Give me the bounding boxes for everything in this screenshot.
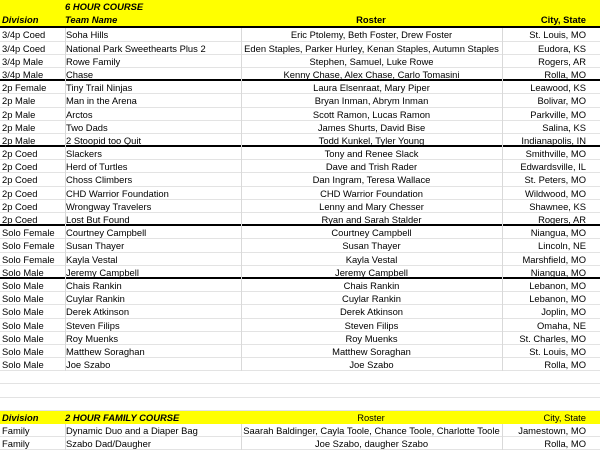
city-state-cell: Rolla, MO bbox=[502, 437, 586, 450]
division-cell: 2p Coed bbox=[2, 200, 38, 212]
roster-cell: Dave and Trish Rader bbox=[241, 160, 501, 173]
roster-cell: James Shurts, David Bise bbox=[241, 121, 501, 134]
division-cell: Solo Female bbox=[2, 227, 55, 239]
city-state-cell: Edwardsville, IL bbox=[502, 160, 586, 173]
blank-row bbox=[0, 384, 600, 397]
team-name-cell: Dynamic Duo and a Diaper Bag bbox=[65, 424, 240, 437]
team-name-cell: Slackers bbox=[65, 147, 240, 160]
division-cell: Family bbox=[2, 425, 30, 436]
division-cell: 2p Male bbox=[2, 95, 36, 107]
table-row bbox=[0, 279, 600, 292]
team-name-cell: Arctos bbox=[65, 108, 240, 121]
table-row bbox=[0, 305, 600, 318]
team-name-cell: Chase bbox=[65, 68, 240, 81]
table-row bbox=[0, 121, 600, 134]
roster-cell: Kenny Chase, Alex Chase, Carlo Tomasini bbox=[241, 68, 501, 81]
six-hour-header-row bbox=[0, 13, 600, 28]
table-row bbox=[0, 213, 600, 226]
city-state-cell: Shawnee, KS bbox=[502, 200, 586, 213]
roster-cell: Saarah Baldinger, Cayla Toole, Chance Toole, Charlotte Toole bbox=[241, 424, 501, 437]
roster-cell: Matthew Soraghan bbox=[241, 345, 501, 358]
header-division: Division bbox=[2, 14, 39, 26]
division-cell: Solo Male bbox=[2, 359, 44, 371]
team-name-cell: Szabo Dad/Daugher bbox=[65, 437, 240, 450]
roster-cell: Derek Atkinson bbox=[241, 305, 501, 318]
roster-cell: Lenny and Mary Chesser bbox=[241, 200, 501, 213]
team-name-cell: Herd of Turtles bbox=[65, 160, 240, 173]
team-name-cell: Lost But Found bbox=[65, 213, 240, 226]
division-cell: 3/4p Male bbox=[2, 55, 44, 67]
blank-row bbox=[0, 398, 600, 411]
city-state-cell: St. Louis, MO bbox=[502, 345, 586, 358]
city-state-cell: St. Charles, MO bbox=[502, 332, 586, 345]
city-state-cell: Lebanon, MO bbox=[502, 292, 586, 305]
city-state-cell: Lincoln, NE bbox=[502, 239, 586, 252]
team-name-cell: Chais Rankin bbox=[65, 279, 240, 292]
division-cell: 2p Male bbox=[2, 108, 36, 120]
division-cell: 2p Coed bbox=[2, 187, 38, 199]
table-row bbox=[0, 226, 600, 239]
division-cell: Solo Male bbox=[2, 306, 44, 318]
division-cell: 2p Coed bbox=[2, 148, 38, 160]
six-hour-title-row bbox=[0, 0, 600, 13]
team-name-cell: 2 Stoopid too Quit bbox=[65, 134, 240, 147]
roster-cell: CHD Warrior Foundation bbox=[241, 187, 501, 200]
header-city-state: City, State bbox=[543, 411, 586, 423]
division-cell: Solo Male bbox=[2, 319, 44, 331]
city-state-cell: Salina, KS bbox=[502, 121, 586, 134]
team-name-cell: Two Dads bbox=[65, 121, 240, 134]
header-roster: Roster bbox=[356, 14, 386, 26]
division-cell: Solo Male bbox=[2, 345, 44, 357]
roster-cell: Roy Muenks bbox=[241, 332, 501, 345]
team-name-cell: Jeremy Campbell bbox=[65, 266, 240, 279]
team-name-cell: Man in the Arena bbox=[65, 94, 240, 107]
team-name-cell: Susan Thayer bbox=[65, 239, 240, 252]
table-row bbox=[0, 81, 600, 94]
city-state-cell: Jamestown, MO bbox=[502, 424, 586, 437]
city-state-cell: Indianapolis, IN bbox=[502, 134, 586, 147]
table-row bbox=[0, 134, 600, 147]
city-state-cell: St. Louis, MO bbox=[502, 28, 586, 41]
roster-cell: Cuylar Rankin bbox=[241, 292, 501, 305]
table-row bbox=[0, 28, 600, 41]
roster-cell: Dan Ingram, Teresa Wallace bbox=[241, 173, 501, 186]
city-state-cell: Smithville, MO bbox=[502, 147, 586, 160]
division-cell: 3/4p Coed bbox=[2, 29, 46, 41]
team-name-cell: National Park Sweethearts Plus 2 bbox=[65, 42, 240, 55]
roster-cell: Susan Thayer bbox=[241, 239, 501, 252]
table-row bbox=[0, 345, 600, 358]
two-hour-title: 2 HOUR FAMILY COURSE bbox=[65, 411, 180, 423]
division-cell: 2p Male bbox=[2, 134, 36, 146]
header-city-state: City, State bbox=[540, 14, 586, 26]
city-state-cell: Rogers, AR bbox=[502, 213, 586, 226]
team-name-cell: Cuylar Rankin bbox=[65, 292, 240, 305]
city-state-cell: Omaha, NE bbox=[502, 319, 586, 332]
team-name-cell: Kayla Vestal bbox=[65, 253, 240, 266]
table-row bbox=[0, 358, 600, 371]
two-hour-table-body bbox=[0, 424, 600, 450]
division-cell: Solo Male bbox=[2, 293, 44, 305]
team-name-cell: Derek Atkinson bbox=[65, 305, 240, 318]
roster-cell: Bryan Inman, Abrym Inman bbox=[241, 94, 501, 107]
division-cell: Solo Female bbox=[2, 240, 55, 252]
roster-cell: Chais Rankin bbox=[241, 279, 501, 292]
roster-cell: Eric Ptolemy, Beth Foster, Drew Foster bbox=[241, 28, 501, 41]
city-state-cell: Leawood, KS bbox=[502, 81, 586, 94]
roster-cell: Todd Kunkel, Tyler Young bbox=[241, 134, 501, 147]
team-name-cell: Matthew Soraghan bbox=[65, 345, 240, 358]
six-hour-table-body bbox=[0, 28, 600, 371]
table-row bbox=[0, 108, 600, 121]
table-row bbox=[0, 332, 600, 345]
division-cell: 3/4p Male bbox=[2, 68, 44, 80]
blank-row bbox=[0, 371, 600, 384]
city-state-cell: Eudora, KS bbox=[502, 42, 586, 55]
city-state-cell: Marshfield, MO bbox=[502, 253, 586, 266]
roster-cell: Ryan and Sarah Stalder bbox=[241, 213, 501, 226]
six-hour-title: 6 HOUR COURSE bbox=[65, 1, 144, 12]
division-cell: 2p Coed bbox=[2, 161, 38, 173]
city-state-cell: Parkville, MO bbox=[502, 108, 586, 121]
table-row bbox=[0, 173, 600, 186]
team-name-cell: Choss Climbers bbox=[65, 173, 240, 186]
team-name-cell: Courtney Campbell bbox=[65, 226, 240, 239]
city-state-cell: Rolla, MO bbox=[502, 358, 586, 371]
city-state-cell: Bolivar, MO bbox=[502, 94, 586, 107]
city-state-cell: Niangua, MO bbox=[502, 266, 586, 279]
table-row bbox=[0, 424, 600, 437]
city-state-cell: Joplin, MO bbox=[502, 305, 586, 318]
header-roster: Roster bbox=[357, 411, 385, 423]
team-name-cell: Soha Hills bbox=[65, 28, 240, 41]
roster-cell: Jeremy Campbell bbox=[241, 266, 501, 279]
table-row bbox=[0, 266, 600, 279]
team-name-cell: Steven Filips bbox=[65, 319, 240, 332]
team-name-cell: Roy Muenks bbox=[65, 332, 240, 345]
table-row bbox=[0, 437, 600, 450]
roster-cell: Laura Elsenraat, Mary Piper bbox=[241, 81, 501, 94]
division-cell: Solo Male bbox=[2, 266, 44, 278]
roster-cell: Joe Szabo bbox=[241, 358, 501, 371]
city-state-cell: Niangua, MO bbox=[502, 226, 586, 239]
roster-cell: Eden Staples, Parker Hurley, Kenan Staples, Autumn Staples bbox=[241, 42, 501, 55]
roster-cell: Scott Ramon, Lucas Ramon bbox=[241, 108, 501, 121]
table-row bbox=[0, 253, 600, 266]
team-name-cell: Joe Szabo bbox=[65, 358, 240, 371]
division-cell: 2p Coed bbox=[2, 214, 38, 225]
header-division: Division bbox=[2, 411, 39, 423]
table-row bbox=[0, 42, 600, 55]
team-name-cell: CHD Warrior Foundation bbox=[65, 187, 240, 200]
two-hour-header-row bbox=[0, 411, 600, 424]
division-cell: 2p Coed bbox=[2, 174, 38, 186]
table-row bbox=[0, 94, 600, 107]
division-cell: 2p Male bbox=[2, 121, 36, 133]
roster-cell: Kayla Vestal bbox=[241, 253, 501, 266]
division-cell: Solo Female bbox=[2, 253, 55, 265]
table-row bbox=[0, 187, 600, 200]
table-row bbox=[0, 147, 600, 160]
team-name-cell: Rowe Family bbox=[65, 55, 240, 68]
roster-cell: Tony and Renee Slack bbox=[241, 147, 501, 160]
division-cell: Family bbox=[2, 438, 30, 450]
table-row bbox=[0, 239, 600, 252]
roster-cell: Joe Szabo, daugher Szabo bbox=[241, 437, 501, 450]
division-cell: 3/4p Coed bbox=[2, 42, 46, 54]
header-team-name: Team Name bbox=[65, 14, 118, 26]
roster-cell: Stephen, Samuel, Luke Rowe bbox=[241, 55, 501, 68]
city-state-cell: St. Peters, MO bbox=[502, 173, 586, 186]
table-row bbox=[0, 319, 600, 332]
roster-cell: Courtney Campbell bbox=[241, 226, 501, 239]
city-state-cell: Wildwood, MO bbox=[502, 187, 586, 200]
division-cell: Solo Male bbox=[2, 332, 44, 344]
table-row bbox=[0, 200, 600, 213]
team-name-cell: Tiny Trail Ninjas bbox=[65, 81, 240, 94]
table-row bbox=[0, 160, 600, 173]
city-state-cell: Rolla, MO bbox=[502, 68, 586, 81]
table-row bbox=[0, 55, 600, 68]
city-state-cell: Lebanon, MO bbox=[502, 279, 586, 292]
table-row bbox=[0, 68, 600, 81]
city-state-cell: Rogers, AR bbox=[502, 55, 586, 68]
division-cell: 2p Female bbox=[2, 82, 47, 94]
roster-cell: Steven Filips bbox=[241, 319, 501, 332]
team-name-cell: Wrongway Travelers bbox=[65, 200, 240, 213]
division-cell: Solo Male bbox=[2, 279, 44, 291]
table-row bbox=[0, 292, 600, 305]
